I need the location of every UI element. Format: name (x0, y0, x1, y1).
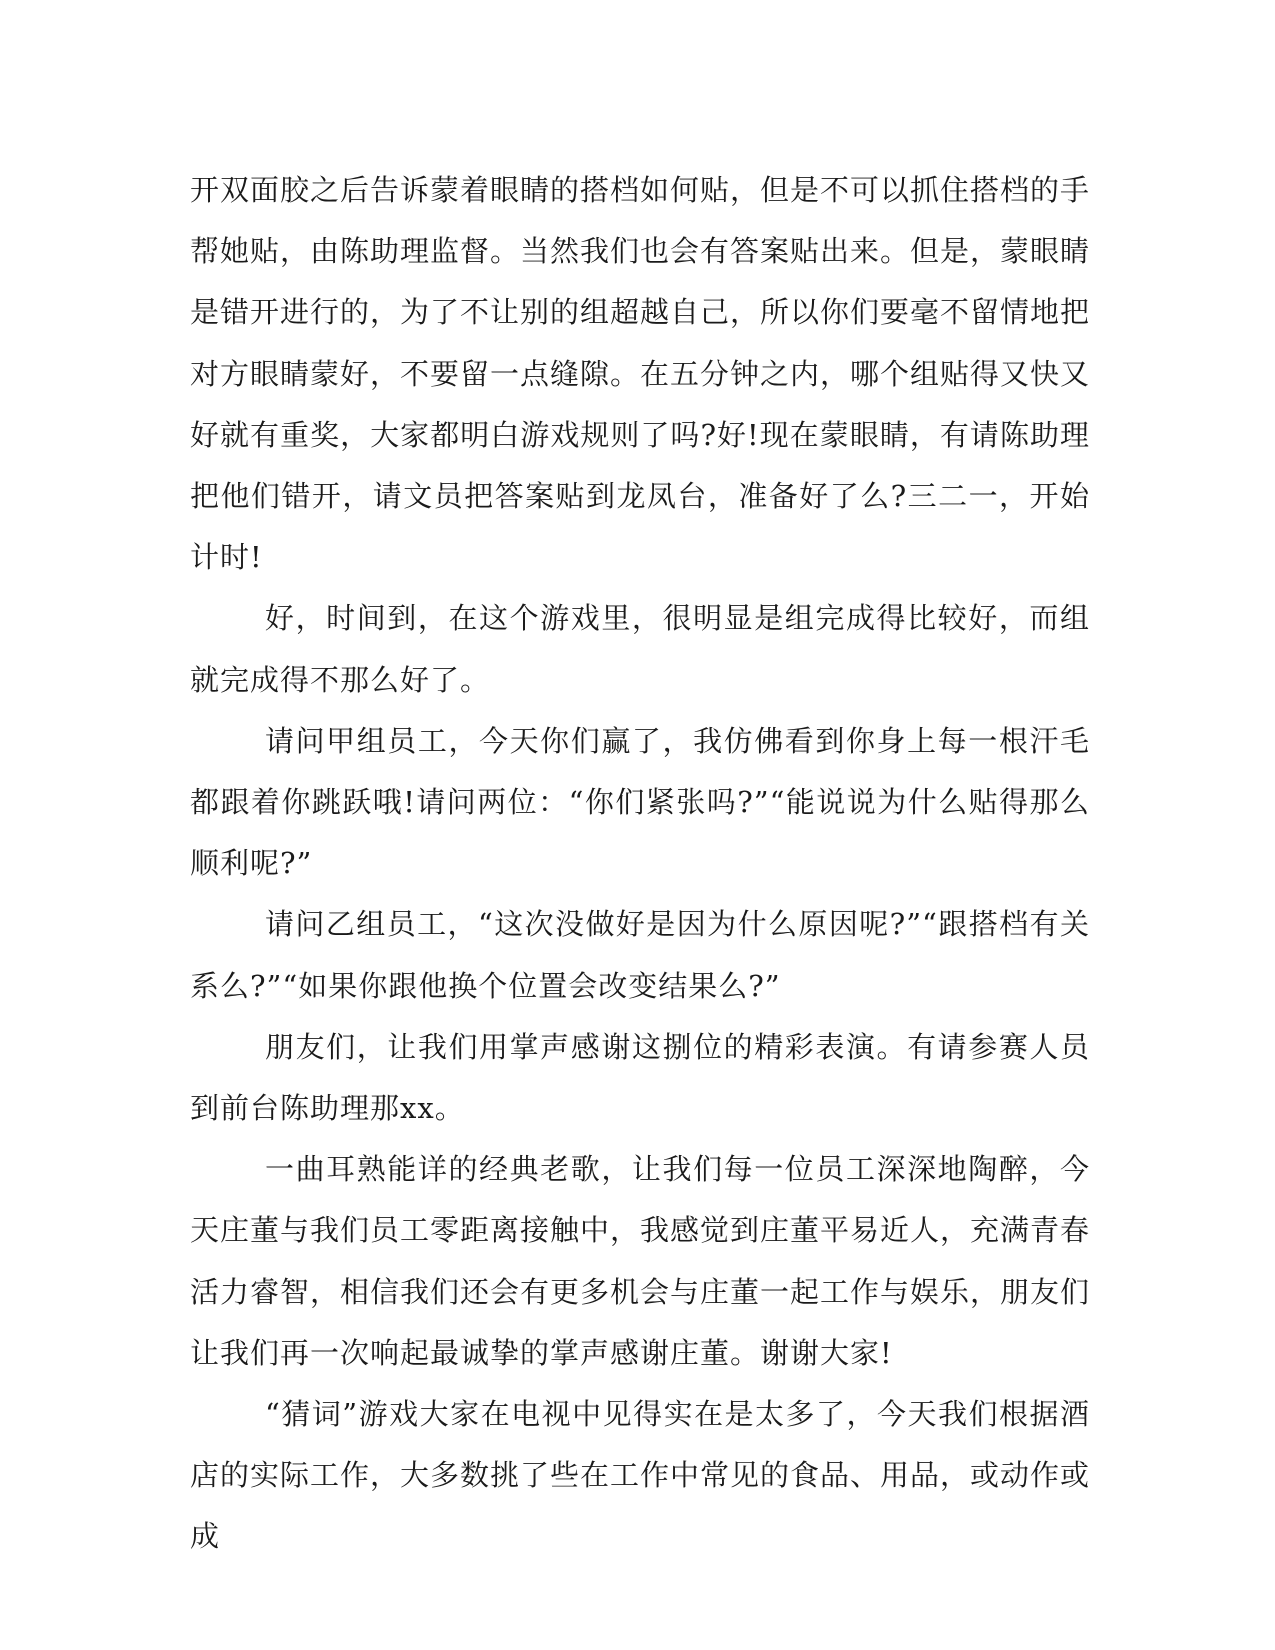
body-text (190, 160, 1090, 1568)
paragraph-7: “猜词”游戏大家在电视中见得实在是太多了，今天我们根据酒店的实际工作，大多数挑了些在工作中常见的食品、用品，或动作或成 (190, 1397, 1091, 1554)
paragraph-4: 请问乙组员工，“这次没做好是因为什么原因呢?”“跟搭档有关系么?”“如果你跟他换个位置会改变结果么?” (190, 907, 1090, 1003)
paragraph-1: 开双面胶之后告诉蒙着眼睛的搭档如何贴，但是不可以抓住搭档的手帮她贴，由陈助理监督。当然我们也会有答案贴出来。但是，蒙眼睛是错开进行的，为了不让别的组超越自己，所以你们要毫不留情地把对方眼睛蒙好，不要留一点缝隙。在五分钟之内，哪个组贴得又快又好就有重奖，大家都明白游戏规则了吗?好!现在蒙眼睛，有请陈助理把他们错开，请文员把答案贴到龙凤台，准备好了么?三二一，开始计时! (190, 173, 1091, 575)
paragraph-3: 请问甲组员工，今天你们赢了，我仿佛看到你身上每一根汗毛都跟着你跳跃哦!请问两位：“你们紧张吗?”“能说说为什么贴得那么顺利呢?” (190, 723, 1090, 881)
paragraph-6: 一曲耳熟能详的经典老歌，让我们每一位员工深深地陶醉，今天庄董与我们员工零距离接触中，我感觉到庄董平易近人，充满青春活力睿智，相信我们还会有更多机会与庄董一起工作与娱乐，朋友们让我们再一次响起最诚挚的掌声感谢庄董。谢谢大家! (190, 1152, 1091, 1370)
paragraph-5: 朋友们，让我们用掌声感谢这捌位的精彩表演。有请参赛人员到前台陈助理那xx。 (190, 1029, 1090, 1126)
paragraph-2: 好，时间到，在这个游戏里，很明显是组完成得比较好，而组就完成得不那么好了。 (190, 601, 1090, 697)
